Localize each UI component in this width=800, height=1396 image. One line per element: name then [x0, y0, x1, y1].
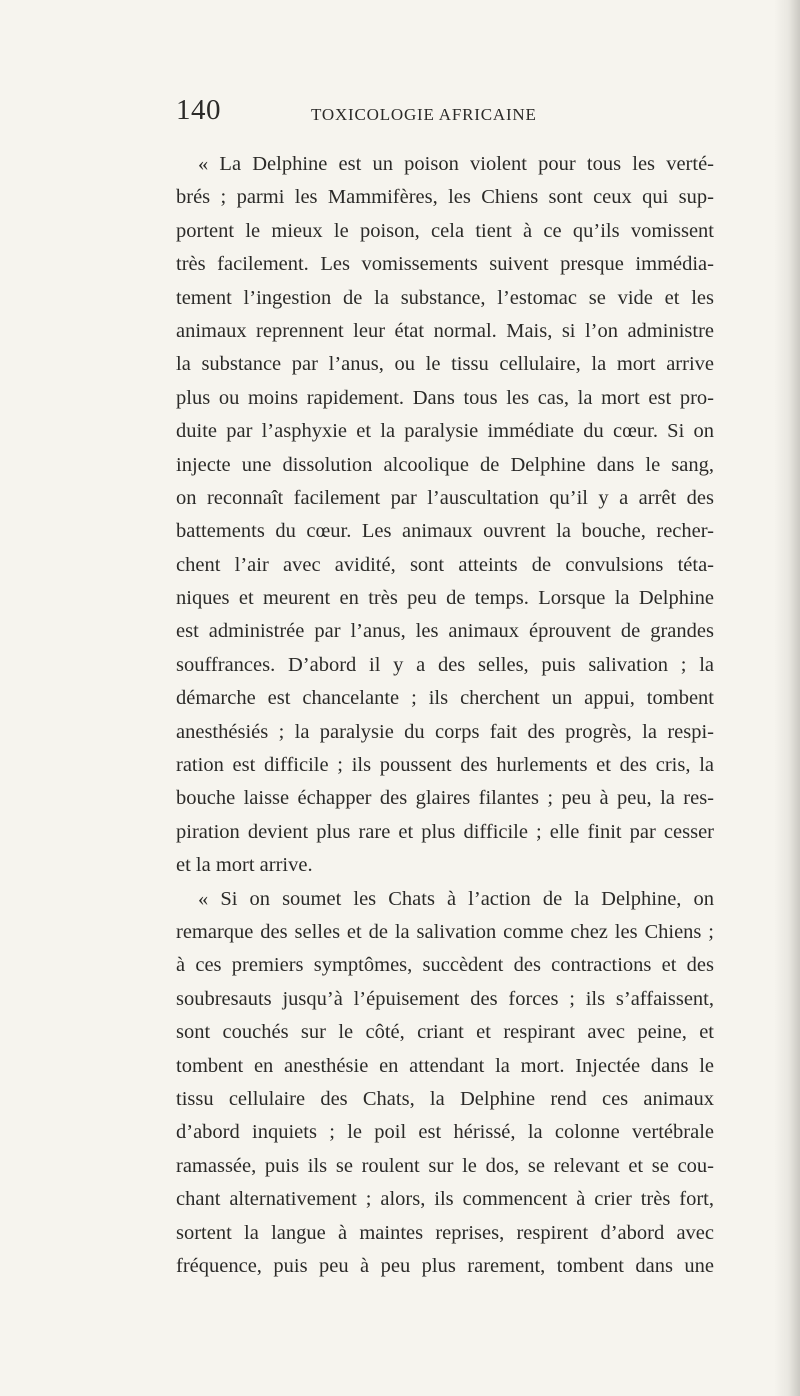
- page-header: [176, 94, 716, 134]
- text-line: sortent la langue à maintes reprises, respirent d’abord avec: [176, 1221, 714, 1244]
- text-line: soubresauts jusqu’à l’épuisement des forces ; ils s’affaissent,: [176, 987, 714, 1010]
- page-edge-shadow: [774, 0, 800, 1396]
- text-line: très facilement. Les vomissements suivent presque immédia-: [176, 253, 714, 276]
- text-line: et la mort arrive.: [176, 854, 313, 877]
- text-line: sont couchés sur le côté, criant et respirant avec peine, et: [176, 1021, 714, 1044]
- text-line: tombent en anesthésie en attendant la mort. Injectée dans le: [176, 1054, 714, 1077]
- text-line: la substance par l’anus, ou le tissu cellulaire, la mort arrive: [176, 353, 714, 376]
- text-line: ramassée, puis ils se roulent sur le dos, se relevant et se cou-: [176, 1154, 714, 1177]
- text-line: anesthésiés ; la paralysie du corps fait des progrès, la respi-: [176, 720, 714, 743]
- text-line: souffrances. D’abord il y a des selles, puis salivation ; la: [176, 653, 714, 676]
- text-line: duite par l’asphyxie et la paralysie immédiate du cœur. Si on: [176, 420, 714, 443]
- text-line: tement l’ingestion de la substance, l’estomac se vide et les: [176, 286, 714, 309]
- text-line: brés ; parmi les Mammifères, les Chiens sont ceux qui sup-: [176, 186, 714, 209]
- text-line: fréquence, puis peu à peu plus rarement, tombent dans une: [176, 1254, 714, 1277]
- text-line: est administrée par l’anus, les animaux éprouvent de grandes: [176, 620, 714, 643]
- text-line: démarche est chancelante ; ils cherchent un appui, tombent: [176, 687, 714, 710]
- text-line: battements du cœur. Les animaux ouvrent la bouche, recher-: [176, 520, 714, 543]
- text-line: tissu cellulaire des Chats, la Delphine rend ces animaux: [176, 1087, 714, 1110]
- text-line: ration est difficile ; ils poussent des hurlements et des cris, la: [176, 754, 714, 777]
- text-line: chent l’air avec avidité, sont atteints de convulsions téta-: [176, 553, 714, 576]
- text-line: chant alternativement ; alors, ils commencent à crier très fort,: [176, 1188, 714, 1211]
- text-line: piration devient plus rare et plus difficile ; elle finit par cesser: [176, 820, 714, 843]
- text-line: remarque des selles et de la salivation comme chez les Chiens ;: [176, 920, 714, 943]
- text-line: injecte une dissolution alcoolique de Delphine dans le sang,: [176, 453, 714, 476]
- text-line: à ces premiers symptômes, succèdent des contractions et des: [176, 954, 714, 977]
- text-line: plus ou moins rapidement. Dans tous les cas, la mort est pro-: [176, 386, 714, 409]
- paragraph-2: [176, 883, 714, 1284]
- text-line: animaux reprennent leur état normal. Mais, si l’on administre: [176, 319, 714, 342]
- text-line: d’abord inquiets ; le poil est hérissé, la colonne vertébrale: [176, 1121, 714, 1144]
- paragraph-1: [176, 148, 714, 883]
- page-number: 140: [176, 94, 221, 126]
- text-line: bouche laisse échapper des glaires filantes ; peu à peu, la res-: [176, 787, 714, 810]
- text-line: on reconnaît facilement par l’auscultation qu’il y a arrêt des: [176, 486, 714, 509]
- text-line: « Si on soumet les Chats à l’action de la Delphine, on: [198, 887, 714, 910]
- text-line: portent le mieux le poison, cela tient à ce qu’ils vomissent: [176, 219, 714, 242]
- text-line: niques et meurent en très peu de temps. Lorsque la Delphine: [176, 587, 714, 610]
- body-text: [176, 148, 714, 1283]
- text-line: « La Delphine est un poison violent pour tous les verté-: [198, 153, 714, 175]
- running-title: TOXICOLOGIE AFRICAINE: [311, 105, 537, 124]
